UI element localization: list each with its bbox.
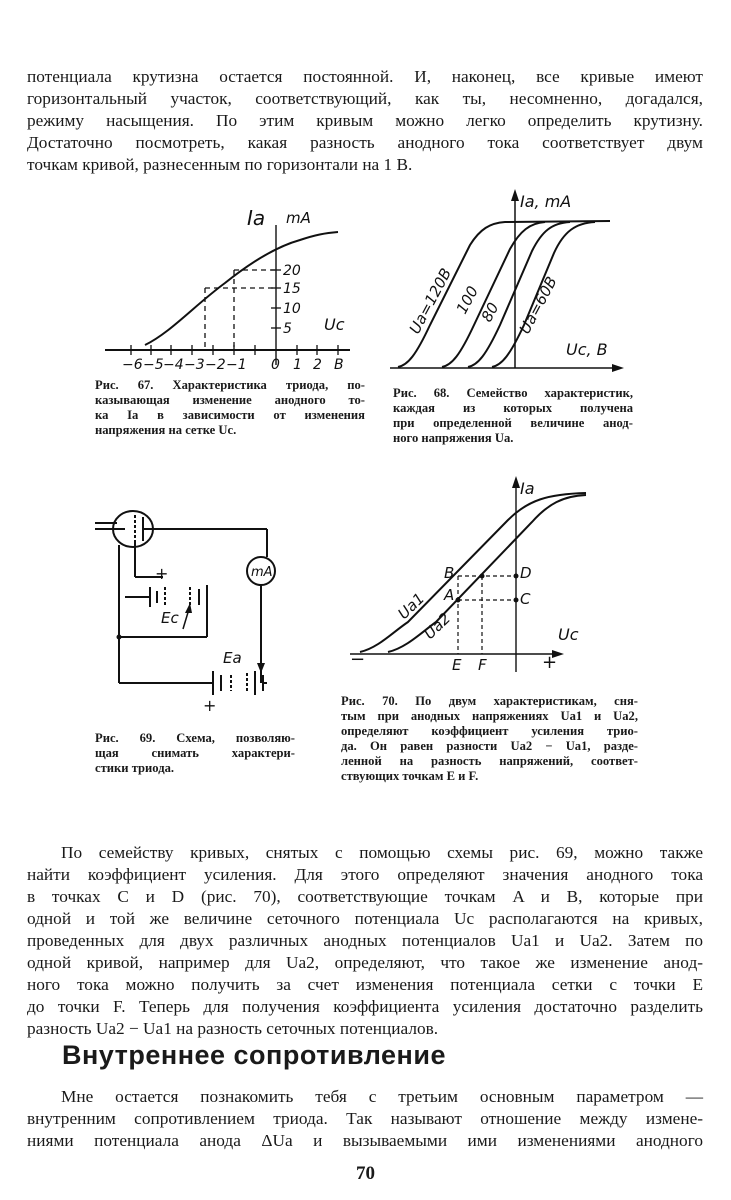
x-tick-label: −1 [226, 357, 247, 373]
caption-line: казывающая изменение анодного то- [95, 393, 365, 407]
section-heading: Внутреннее сопротивление [62, 1040, 446, 1070]
curve-label: Ua1 [394, 589, 429, 623]
top-paragraph [27, 66, 703, 176]
figure-68-caption [393, 386, 633, 446]
figure-68-characteristic-family [380, 185, 640, 375]
curve-ua-100 [442, 222, 545, 367]
x-tick-label: −5 [143, 357, 164, 373]
x-tick-label: 1 [293, 357, 302, 373]
curve-label: 100 [452, 283, 482, 317]
text-line: до точки F. Теперь для получения коэффициента усиления достаточно разделить [27, 997, 703, 1016]
point-label: C [520, 590, 531, 608]
y-axis-label: Iа, mA [520, 192, 572, 211]
y-tick-label: 20 [283, 263, 301, 279]
x-tick-label: 0 [271, 357, 280, 373]
caption-line: ленной на разность напряжений, соответ- [341, 754, 638, 768]
text-line: потенциала крутизна остается постоянной. И, наконец, все кривые имеют [27, 67, 703, 86]
meter-label: mA [251, 565, 273, 580]
x-tick-label: B [334, 357, 344, 373]
caption-line: каждая из которых получена [393, 401, 633, 415]
x-tick-label: −2 [205, 357, 226, 373]
y-axis-label: Iа [247, 206, 266, 230]
curve-label: 80 [477, 299, 503, 325]
figure-69-circuit-diagram [95, 505, 295, 715]
caption-line: определяют коэффициент усиления трио- [341, 724, 638, 738]
text-line: внутренним сопротивлением триода. Так называют отношение между измене- [27, 1109, 703, 1128]
point-label: F [478, 656, 487, 674]
y-axis-label: Iа [520, 479, 535, 498]
curve-ua2 [388, 495, 586, 652]
point-label: A [444, 586, 455, 604]
text-line: горизонтальный участок, соответствующий, как ты, несомненно, догадался, [27, 89, 703, 108]
caption-line: да. Он равен разности Ua2 − Ua1, разде- [341, 739, 638, 753]
text-line: одной кривой, например для Ua2, определяют, что такое же изменение анод- [27, 953, 703, 972]
x-axis-label: Uc, В [566, 340, 608, 359]
text-line: Достаточно посмотреть, какая разность анодного тока соответствует двум [27, 133, 703, 152]
figure-67-triode-characteristic [100, 195, 360, 375]
grid-battery-label: Ec [161, 609, 179, 627]
figure-70-two-characteristics [348, 472, 598, 682]
caption-line: ка Iа в зависимости от изменения [95, 408, 365, 422]
y-tick-label: 5 [283, 321, 292, 337]
x-axis-label: Uc [324, 315, 345, 334]
x-tick-label: −3 [184, 357, 205, 373]
page-number: 70 [356, 1163, 375, 1184]
text-line: точкам кривой, разнесенным по горизонтали на 1 В. [27, 155, 413, 174]
anode-battery-label: Ea [223, 649, 242, 667]
minus-sign: − [350, 649, 366, 670]
curve-label: Ua=60B [515, 273, 561, 337]
y-tick-label: 15 [283, 281, 301, 297]
caption-line: щая снимать характери- [95, 746, 295, 760]
text-line: проведенных для двух различных анодных потенциалов Ua1 и Ua2. Затем по [27, 931, 703, 950]
text-line: разность Ua2 − Ua1 на разность сеточных потенциалов. [27, 1019, 439, 1038]
text-line: в точках C и D (рис. 70), соответствующие точкам A и B, которые при [27, 887, 703, 906]
caption-line: стики триода. [95, 761, 175, 775]
middle-paragraph [27, 842, 703, 1040]
plus-sign: + [155, 564, 169, 583]
curve-label: Ua2 [420, 609, 455, 643]
caption-line: напряжения на сетке Uc. [95, 423, 237, 437]
point-label: D [520, 564, 532, 582]
x-axis-label: Uc [558, 625, 579, 644]
curve-ua-80 [468, 222, 570, 367]
text-line: найти коэффициент усиления. Для этого определяют значения анодного тока [27, 865, 703, 884]
text-line: Мне остается познакомить тебя с третьим основным параметром — [61, 1087, 703, 1106]
caption-line: Рис. 69. Схема, позволяю- [95, 731, 295, 745]
bottom-paragraph [27, 1086, 703, 1152]
x-tick-label: −4 [163, 357, 184, 373]
figure-67-caption [95, 378, 365, 438]
caption-line: при определенной величине анод- [393, 416, 633, 430]
point-label: E [452, 656, 462, 674]
caption-line: Рис. 67. Характеристика триода, по- [95, 378, 365, 392]
figure-70-caption [341, 694, 638, 784]
text-line: одной и той же величине сеточного потенциала Uc располагаются на кривых, [27, 909, 703, 928]
caption-line: тым при анодных напряжениях Ua1 и Ua2, [341, 709, 638, 723]
caption-line: ствующих точкам E и F. [341, 769, 479, 783]
curve-ua1 [360, 493, 586, 652]
plus-sign: + [542, 652, 558, 673]
point-label: B [444, 564, 455, 582]
caption-line: Рис. 70. По двум характеристикам, сня- [341, 694, 638, 708]
text-line: ниями потенциала анода ΔUa и вызываемыми ими изменениями анодного [27, 1131, 703, 1150]
plus-sign: + [203, 696, 217, 715]
y-tick-label: 10 [283, 301, 301, 317]
y-unit-label: mA [286, 209, 311, 227]
x-tick-label: 2 [313, 357, 322, 373]
figure-69-caption [95, 731, 295, 776]
curve-label: Ua=120B [405, 265, 456, 337]
text-line: ного тока можно получить за счет изменения потенциала сетки с точки E [27, 975, 703, 994]
caption-line: Рис. 68. Семейство характеристик, [393, 386, 633, 400]
text-line: По семейству кривых, снятых с помощью схемы рис. 69, можно также [61, 843, 703, 862]
caption-line: ного напряжения Ua. [393, 431, 514, 445]
x-tick-label: −6 [122, 357, 143, 373]
text-line: режиму насыщения. По этим кривым можно легко определить крутизну. [27, 111, 703, 130]
